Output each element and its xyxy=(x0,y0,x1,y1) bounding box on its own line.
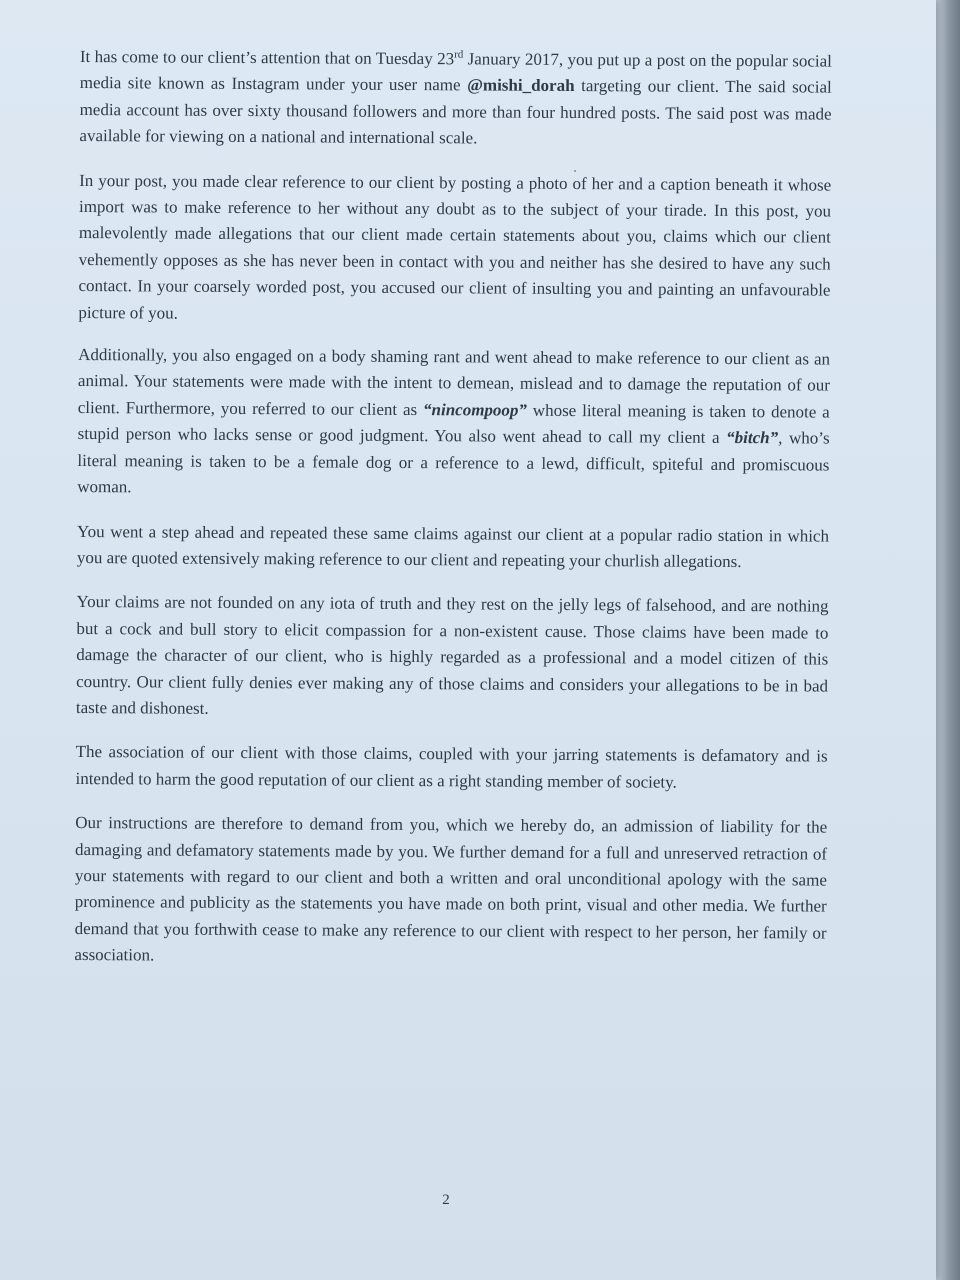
quoted-term-second: “bitch” xyxy=(726,428,779,448)
paragraph-instagram-post xyxy=(79,44,832,154)
page-number: 2 xyxy=(442,1192,450,1208)
paragraph-claims-unfounded: Your claims are not founded on any iota of truth and they rest on the jelly legs of falsehood, and are nothing but a cock and bull story to elicit compassion for a non-existent cause. Those claims have been made to damage the character of our client, who is highly regarded as a professional and a model citizen of this country. Our client fully denies ever making any of those claims and considers your allegations to be in bad taste and dishonest. xyxy=(75,592,829,718)
ordinal-suffix: rd xyxy=(454,48,464,61)
text-run: It has come to our client’s attention that on Tuesday 23 xyxy=(79,46,455,69)
text-run: Additionally, you also engaged on a body shaming rant and went ahead to make reference to our client as an animal. Your statements were made with the intent to demean, mislead and to damage the reputation of our client. Furthermore, you referred to our client as xyxy=(77,345,831,419)
paragraph-body-shaming xyxy=(77,342,830,505)
quoted-term-nincompoop: “nincompoop” xyxy=(422,399,528,420)
instagram-handle: @mishi_dorah xyxy=(467,75,575,96)
text-run: January 2017, you put up a post on the popular social media site known as Instagram under your user name xyxy=(79,49,832,95)
paragraph-radio-station: You went a step ahead and repeated these same claims against our client at a popular radio station in which you are quoted extensively making reference to our client and repeating your churlish allegations. xyxy=(76,521,830,571)
paragraph-defamatory: The association of our client with those claims, coupled with your jarring statements is defamatory and is intended to harm the good reputation of our client as a right standing member of society. xyxy=(75,742,828,792)
paper-edge-shadow xyxy=(932,0,960,1280)
paragraph-post-content: In your post, you made clear reference to our client by posting a photo of her and a caption beneath it whose import was to make reference to her without any doubt as to the subject of your tirade. In this post, you malevolently made allegations that our client made certain statements about you, claims which our client vehemently opposes as she has never been in contact with you and neither has she desired to have any such contact. In your coarsely worded post, you accused our client of insulting you and painting an unfavourable picture of you. xyxy=(78,170,832,323)
text-run: targeting our client. The said social media account has over sixty thousand followers and more than four hundred posts. The said post was made available for viewing on a national and international scale. xyxy=(79,76,832,148)
letter-body xyxy=(74,44,832,991)
text-run: , who’s literal meaning is taken to be a female dog or a reference to a lewd, difficult, spiteful and promiscuous woman. xyxy=(77,428,830,497)
paragraph-demands: Our instructions are therefore to demand from you, which we hereby do, an admission of liability for the damaging and defamatory statements made by you. We further demand for a full and unreserved retraction of your statements with regard to our client and both a written and oral unconditional apology with the same prominence and publicity as the statements you have made on both print, visual and other media. We further demand that you forthwith cease to make any reference to our client with respect to her person, her family or association. xyxy=(74,813,828,965)
text-run: whose literal meaning is taken to denote a stupid person who lacks sense or good judgment. You also went ahead to call my client a xyxy=(77,400,830,448)
